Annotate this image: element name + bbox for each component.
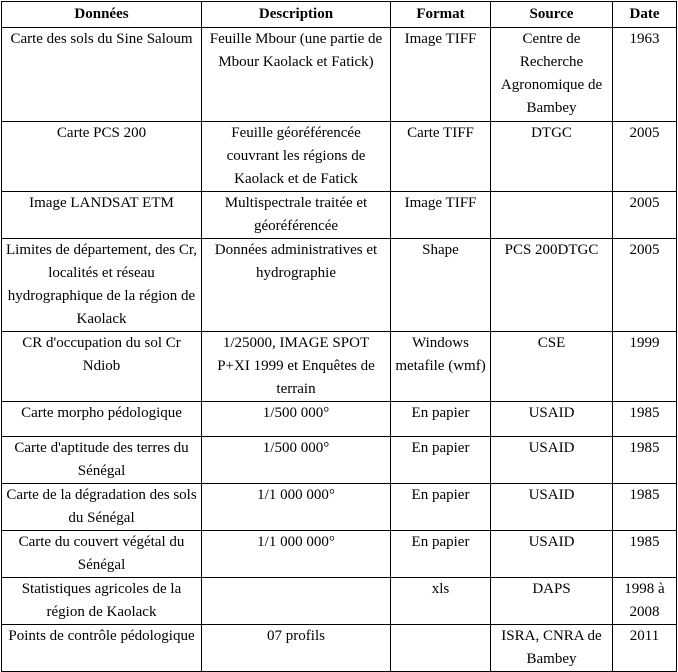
cell-format: En papier: [391, 402, 491, 437]
cell-source: DTGC: [491, 122, 613, 192]
cell-donnees: Limites de département, des Cr, localités et réseau hydrographique de la région de Kaolack: [2, 239, 202, 332]
header-row: [2, 2, 677, 28]
cell-description: 1/500 000°: [202, 437, 391, 484]
cell-source: USAID: [491, 484, 613, 531]
cell-source: DAPS: [491, 578, 613, 625]
cell-format: En papier: [391, 484, 491, 531]
cell-source: ISRA, CNRA de Bambey: [491, 625, 613, 672]
cell-date: 1985: [613, 484, 677, 531]
cell-description: 1/1 000 000°: [202, 484, 391, 531]
cell-donnees: Carte morpho pédologique: [2, 402, 202, 437]
cell-donnees: Points de contrôle pédologique: [2, 625, 202, 672]
cell-date: 2005: [613, 192, 677, 239]
cell-format: Carte TIFF: [391, 122, 491, 192]
data-sources-table: [1, 1, 677, 672]
cell-donnees: Carte du couvert végétal du Sénégal: [2, 531, 202, 578]
cell-description: [202, 578, 391, 625]
cell-source: USAID: [491, 531, 613, 578]
header-donnees: Données: [2, 2, 202, 28]
cell-description: Multispectrale traitée et géoréférencée: [202, 192, 391, 239]
cell-date: 2005: [613, 239, 677, 332]
table-row: [2, 332, 677, 402]
cell-donnees: CR d'occupation du sol Cr Ndiob: [2, 332, 202, 402]
cell-format: Windows metafile (wmf): [391, 332, 491, 402]
cell-description: Feuille Mbour (une partie de Mbour Kaolack et Fatick): [202, 28, 391, 122]
cell-format: Image TIFF: [391, 28, 491, 122]
cell-date: 1985: [613, 437, 677, 484]
table-row: [2, 578, 677, 625]
cell-source: [491, 192, 613, 239]
cell-format: Image TIFF: [391, 192, 491, 239]
table-row: [2, 402, 677, 437]
cell-date: 1998 à 2008: [613, 578, 677, 625]
cell-source: PCS 200DTGC: [491, 239, 613, 332]
cell-date: 1999: [613, 332, 677, 402]
cell-description: 1/25000, IMAGE SPOT P+XI 1999 et Enquêtes de terrain: [202, 332, 391, 402]
cell-source: USAID: [491, 402, 613, 437]
table-row: [2, 122, 677, 192]
cell-format: En papier: [391, 531, 491, 578]
cell-date: 1985: [613, 402, 677, 437]
cell-description: 07 profils: [202, 625, 391, 672]
cell-donnees: Statistiques agricoles de la région de Kaolack: [2, 578, 202, 625]
cell-source: Centre de Recherche Agronomique de Bambey: [491, 28, 613, 122]
cell-date: 2005: [613, 122, 677, 192]
table-row: [2, 28, 677, 122]
cell-source: CSE: [491, 332, 613, 402]
cell-source: USAID: [491, 437, 613, 484]
cell-donnees: Carte PCS 200: [2, 122, 202, 192]
header-date: Date: [613, 2, 677, 28]
cell-donnees: Carte d'aptitude des terres du Sénégal: [2, 437, 202, 484]
cell-description: Données administratives et hydrographie: [202, 239, 391, 332]
cell-date: 2011: [613, 625, 677, 672]
header-description: Description: [202, 2, 391, 28]
cell-format: En papier: [391, 437, 491, 484]
cell-description: Feuille géoréférencée couvrant les régions de Kaolack et de Fatick: [202, 122, 391, 192]
cell-date: 1985: [613, 531, 677, 578]
header-format: Format: [391, 2, 491, 28]
table-row: [2, 437, 677, 484]
header-source: Source: [491, 2, 613, 28]
table-row: [2, 239, 677, 332]
table-row: [2, 531, 677, 578]
cell-donnees: Carte des sols du Sine Saloum: [2, 28, 202, 122]
table-row: [2, 625, 677, 672]
cell-format: Shape: [391, 239, 491, 332]
table-row: [2, 484, 677, 531]
table-row: [2, 192, 677, 239]
cell-date: 1963: [613, 28, 677, 122]
cell-format: [391, 625, 491, 672]
cell-donnees: Image LANDSAT ETM: [2, 192, 202, 239]
cell-donnees: Carte de la dégradation des sols du Sénégal: [2, 484, 202, 531]
cell-format: xls: [391, 578, 491, 625]
cell-description: 1/1 000 000°: [202, 531, 391, 578]
cell-description: 1/500 000°: [202, 402, 391, 437]
